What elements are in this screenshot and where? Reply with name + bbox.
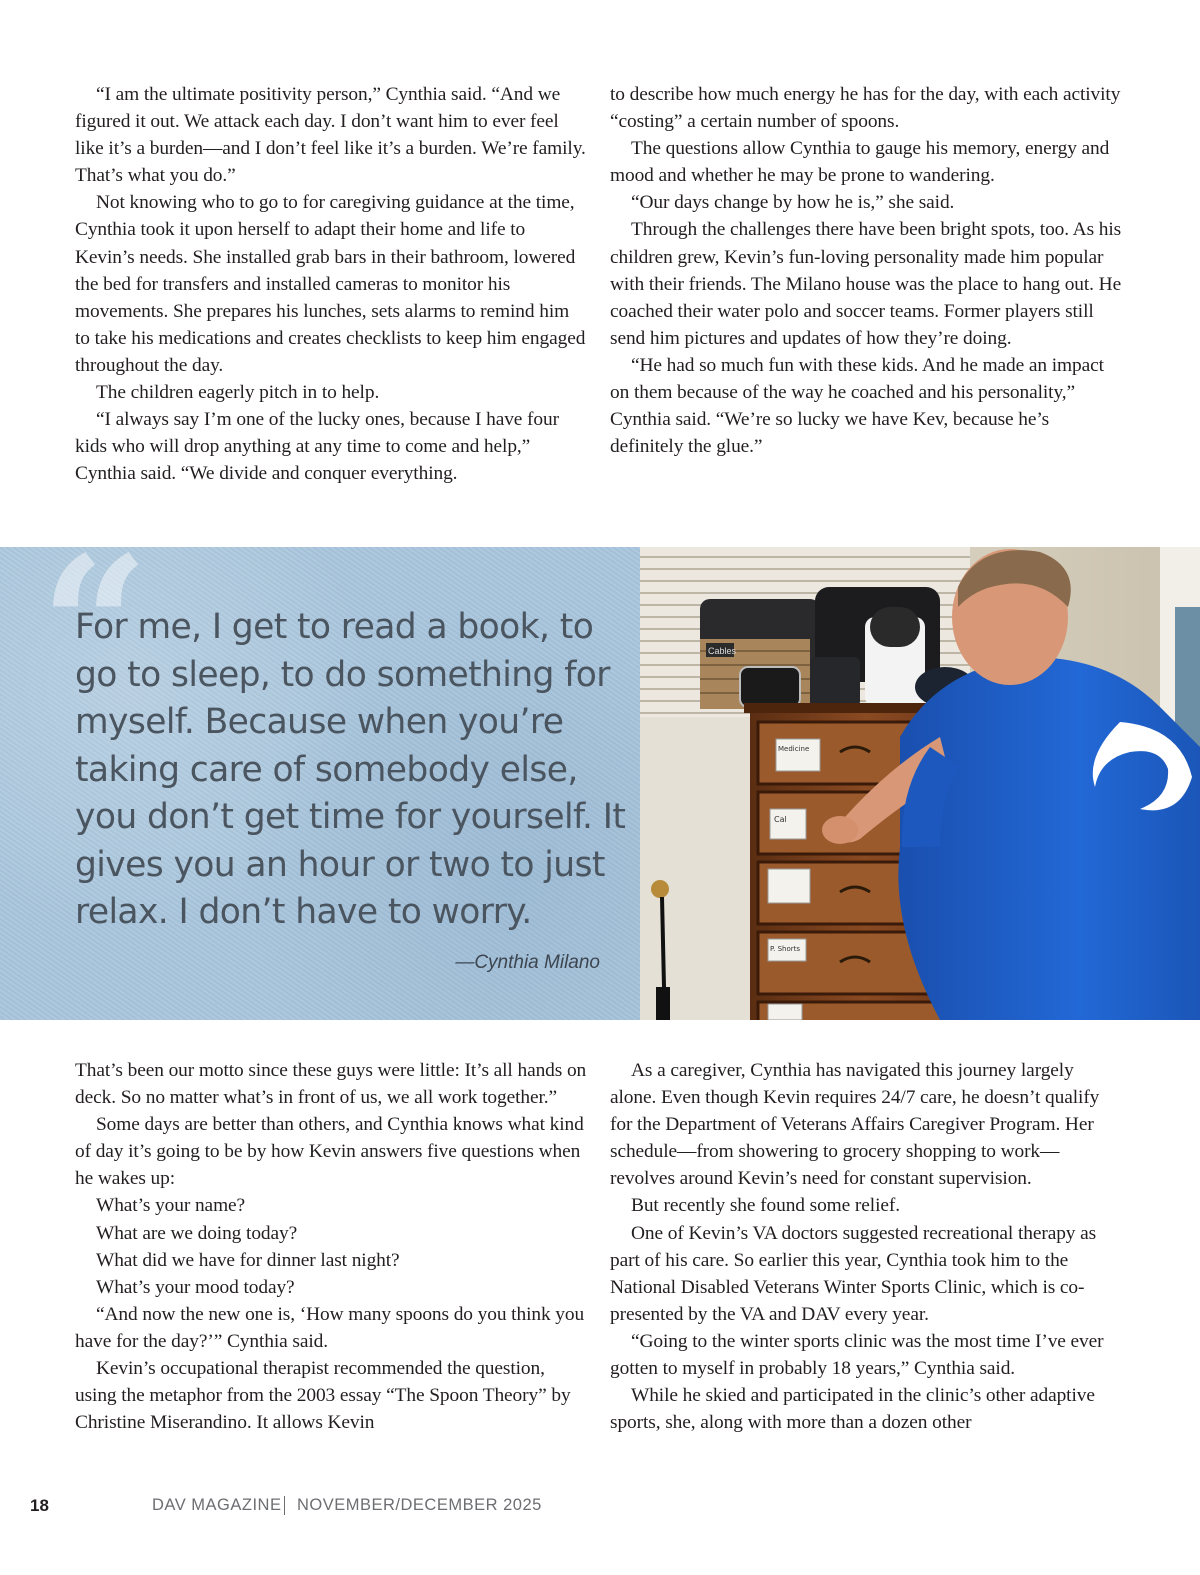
paragraph: One of Kevin’s VA doctors suggested recreational therapy as part of his care. So earlier this year, Cynthia took him to the National Disabled Veterans Winter Sports Clinic, which is co-presented by the VA and DAV every year.: [610, 1222, 1097, 1325]
paragraph: As a caregiver, Cynthia has navigated this journey largely alone. Even though Kevin requires 24/7 care, he doesn’t qualify for the Department of Veterans Affairs Caregiver Program. Her schedule—from showering to grocery shopping to work—revolves around Kevin’s need for constant supervision.: [610, 1060, 1100, 1190]
page-number: 18: [30, 1496, 49, 1515]
footer-divider: [284, 1496, 285, 1515]
drawer-label: P. Shorts: [770, 945, 801, 953]
page-footer: [0, 1492, 1200, 1522]
article-column-bottom-right: [610, 1057, 1122, 1436]
article-column-top-right: [610, 81, 1122, 460]
paragraph: to describe how much energy he has for the day, with each activity “costing” a certain number of spoons.: [610, 84, 1121, 133]
paragraph: The children eagerly pitch in to help.: [96, 382, 380, 404]
issue-date: NOVEMBER/DECEMBER 2025: [297, 1496, 542, 1514]
items-on-dresser: [700, 587, 975, 709]
paragraph: Kevin’s occupational therapist recommended the question, using the metaphor from the 2003 essay “The Spoon Theory” by Christine Miserandino. It allows Kevin: [75, 1358, 571, 1434]
pull-quote-text: For me, I get to read a book, to go to sleep, to do something for myself. Because when you’re taking care of somebody else, you don’t get time for yourself. It gives you an hour or two to just relax. I don’t have to worry.: [75, 607, 626, 932]
drawer-label: Cal: [774, 815, 787, 824]
paragraph: While he skied and participated in the clinic’s other adaptive sports, she, along with more than a dozen other: [610, 1385, 1095, 1434]
paragraph: “I am the ultimate positivity person,” Cynthia said. “And we figured it out. We attack each day. I don’t want him to ever feel like it’s a burden—and I don’t feel like it’s a burden. We’re family. That’s what you do.”: [75, 84, 586, 187]
paragraph: Some days are better than others, and Cynthia knows what kind of day it’s going to be by how Kevin answers five questions when he wakes up:: [75, 1114, 584, 1190]
paragraph: That’s been our motto since these guys were little: It’s all hands on deck. So no matter what’s in front of us, we all work together.”: [75, 1060, 587, 1109]
article-photo: [640, 547, 1200, 1020]
magazine-name: DAV MAGAZINE: [152, 1496, 282, 1514]
door-knob: [651, 880, 669, 898]
article-column-top-left: [75, 81, 587, 487]
paragraph: “He had so much fun with these kids. And he made an impact on them because of the way he coached and his personality,” Cynthia said. “We’re so lucky we have Kev, because he’s definitely the glue.”: [610, 354, 1104, 458]
basket-label: Cables: [708, 646, 737, 656]
quote-mark-icon: “: [40, 515, 150, 738]
question-item: What’s your name?: [96, 1195, 246, 1217]
paragraph: “I always say I’m one of the lucky ones, because I have four kids who will drop anything at any time to come and help,” Cynthia said. “We divide and conquer everything.: [75, 409, 559, 485]
paragraph: “Our days change by how he is,” she said.: [631, 192, 955, 214]
paragraph: But recently she found some relief.: [631, 1195, 900, 1217]
pull-quote-attribution: —Cynthia Milano: [455, 952, 600, 973]
question-item: What did we have for dinner last night?: [96, 1249, 400, 1271]
paragraph: “Going to the winter sports clinic was the most time I’ve ever gotten to myself in probably 18 years,” Cynthia said.: [610, 1330, 1104, 1380]
paragraph: Not knowing who to go to for caregiving guidance at the time, Cynthia took it upon herself to adapt their home and life to Kevin’s needs. She installed grab bars in their bathroom, lowered the bed for transfers and installed cameras to monitor his movements. She prepares his lunches, sets alarms to remind him to take his medications and creates checklists to keep him engaged throughout the day.: [75, 192, 586, 376]
paragraph: The questions allow Cynthia to gauge his memory, energy and mood and whether he may be prone to wandering.: [610, 138, 1110, 187]
article-column-bottom-left: [75, 1057, 587, 1436]
question-item: What’s your mood today?: [96, 1276, 295, 1298]
drawer-label: Medicine: [778, 745, 810, 753]
paragraph: “And now the new one is, ‘How many spoons do you think you have for the day?’” Cynthia said.: [75, 1303, 585, 1352]
photo-illustration: [640, 547, 1200, 1020]
paragraph: Through the challenges there have been bright spots, too. As his children grew, Kevin’s fun-loving personality made him popular with their friends. The Milano house was the place to hang out. He coached their water polo and soccer teams. Former players still send him pictures and updates of how they’re doing.: [610, 219, 1122, 349]
question-item: What are we doing today?: [96, 1222, 298, 1244]
